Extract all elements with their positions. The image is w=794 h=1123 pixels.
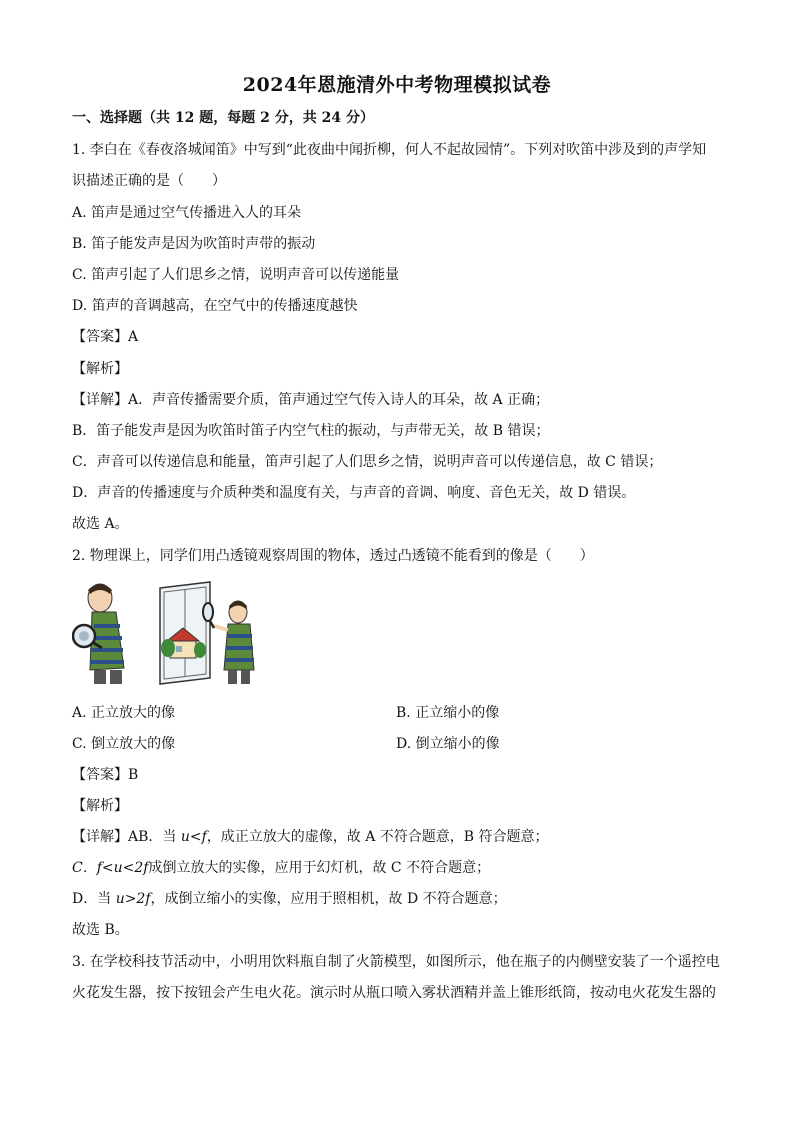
- q2-detail-d: [72, 889, 507, 909]
- q2-detail-c-math: C．f<u<2f: [72, 860, 149, 876]
- q2-detail-ab-math: u<f: [180, 829, 207, 845]
- q1-stem-line2: 识描述正确的是（ ）: [72, 173, 226, 189]
- section-heading: 一、选择题（共 12 题，每题 2 分，共 24 分）: [72, 110, 374, 126]
- q1-conclusion: 故选 A。: [72, 516, 129, 532]
- q1-detail-b: B．笛子能发声是因为吹笛时笛子内空气柱的振动，与声带无关，故 B 错误；: [72, 423, 550, 439]
- q2-detail-ab-prefix: 【详解】AB．当: [72, 829, 181, 845]
- q2-conclusion: 故选 B。: [72, 922, 129, 938]
- magnifier-illustration: [72, 578, 262, 686]
- q2-detail-ab-suffix: ，成正立放大的虚像，故 A 不符合题意，B 符合题意；: [206, 829, 549, 845]
- q1-option-b: B. 笛子能发声是因为吹笛时声带的振动: [72, 236, 316, 252]
- page-title: 2024年恩施清外中考物理模拟试卷: [242, 74, 552, 96]
- q2-detail-ab: [72, 827, 549, 847]
- boy-right-figure: [214, 601, 254, 684]
- q1-answer: 【答案】A: [72, 329, 139, 345]
- q1-option-a: A. 笛声是通过空气传播进入人的耳朵: [72, 205, 302, 221]
- q1-analysis-label: 【解析】: [72, 361, 128, 377]
- q2-stem: 2. 物理课上，同学们用凸透镜观察周围的物体，透过凸透镜不能看到的像是（ ）: [72, 548, 594, 564]
- q1-detail-d: D．声音的传播速度与介质种类和温度有关，与声音的音调、响度、音色无关，故 D 错误。: [72, 485, 636, 501]
- q2-detail-c: [72, 858, 490, 878]
- q1-option-c: C. 笛声引起了人们思乡之情，说明声音可以传递能量: [72, 267, 400, 283]
- q1-option-d: D. 笛声的音调越高，在空气中的传播速度越快: [72, 298, 358, 314]
- q1-detail-a: 【详解】A．声音传播需要介质，笛声通过空气传入诗人的耳朵，故 A 正确；: [72, 392, 550, 408]
- q2-option-a: A. 正立放大的像: [72, 705, 176, 721]
- q2-option-d: D. 倒立缩小的像: [396, 736, 500, 752]
- q3-stem-line2: 火花发生器，按下按钮会产生电火花。演示时从瓶口喷入雾状酒精并盖上锥形纸筒，按动电火花发生器的: [72, 985, 716, 1001]
- q2-answer: 【答案】B: [72, 767, 139, 783]
- q2-detail-d-math: u>2f: [115, 891, 151, 907]
- q2-detail-c-suffix: 成倒立放大的实像，应用于幻灯机，故 C 不符合题意；: [148, 860, 491, 876]
- q1-detail-c: C．声音可以传递信息和能量，笛声引起了人们思乡之情，说明声音可以传递信息，故 C 错误；: [72, 454, 663, 470]
- q1-stem-line1: 1. 李白在《春夜洛城闻笛》中写到“此夜曲中闻折柳，何人不起故园情”。下列对吹笛中涉及到的声学知: [72, 142, 707, 158]
- q2-option-c: C. 倒立放大的像: [72, 736, 176, 752]
- q2-analysis-label: 【解析】: [72, 798, 128, 814]
- q2-detail-d-suffix: ，成倒立缩小的实像，应用于照相机，故 D 不符合题意；: [150, 891, 507, 907]
- q3-stem-line1: 3. 在学校科技节活动中，小明用饮料瓶自制了火箭模型，如图所示，他在瓶子的内侧壁安装了一个遥控电: [72, 954, 720, 970]
- q2-detail-d-prefix: D．当: [72, 891, 116, 907]
- q2-option-b: B. 正立缩小的像: [396, 705, 500, 721]
